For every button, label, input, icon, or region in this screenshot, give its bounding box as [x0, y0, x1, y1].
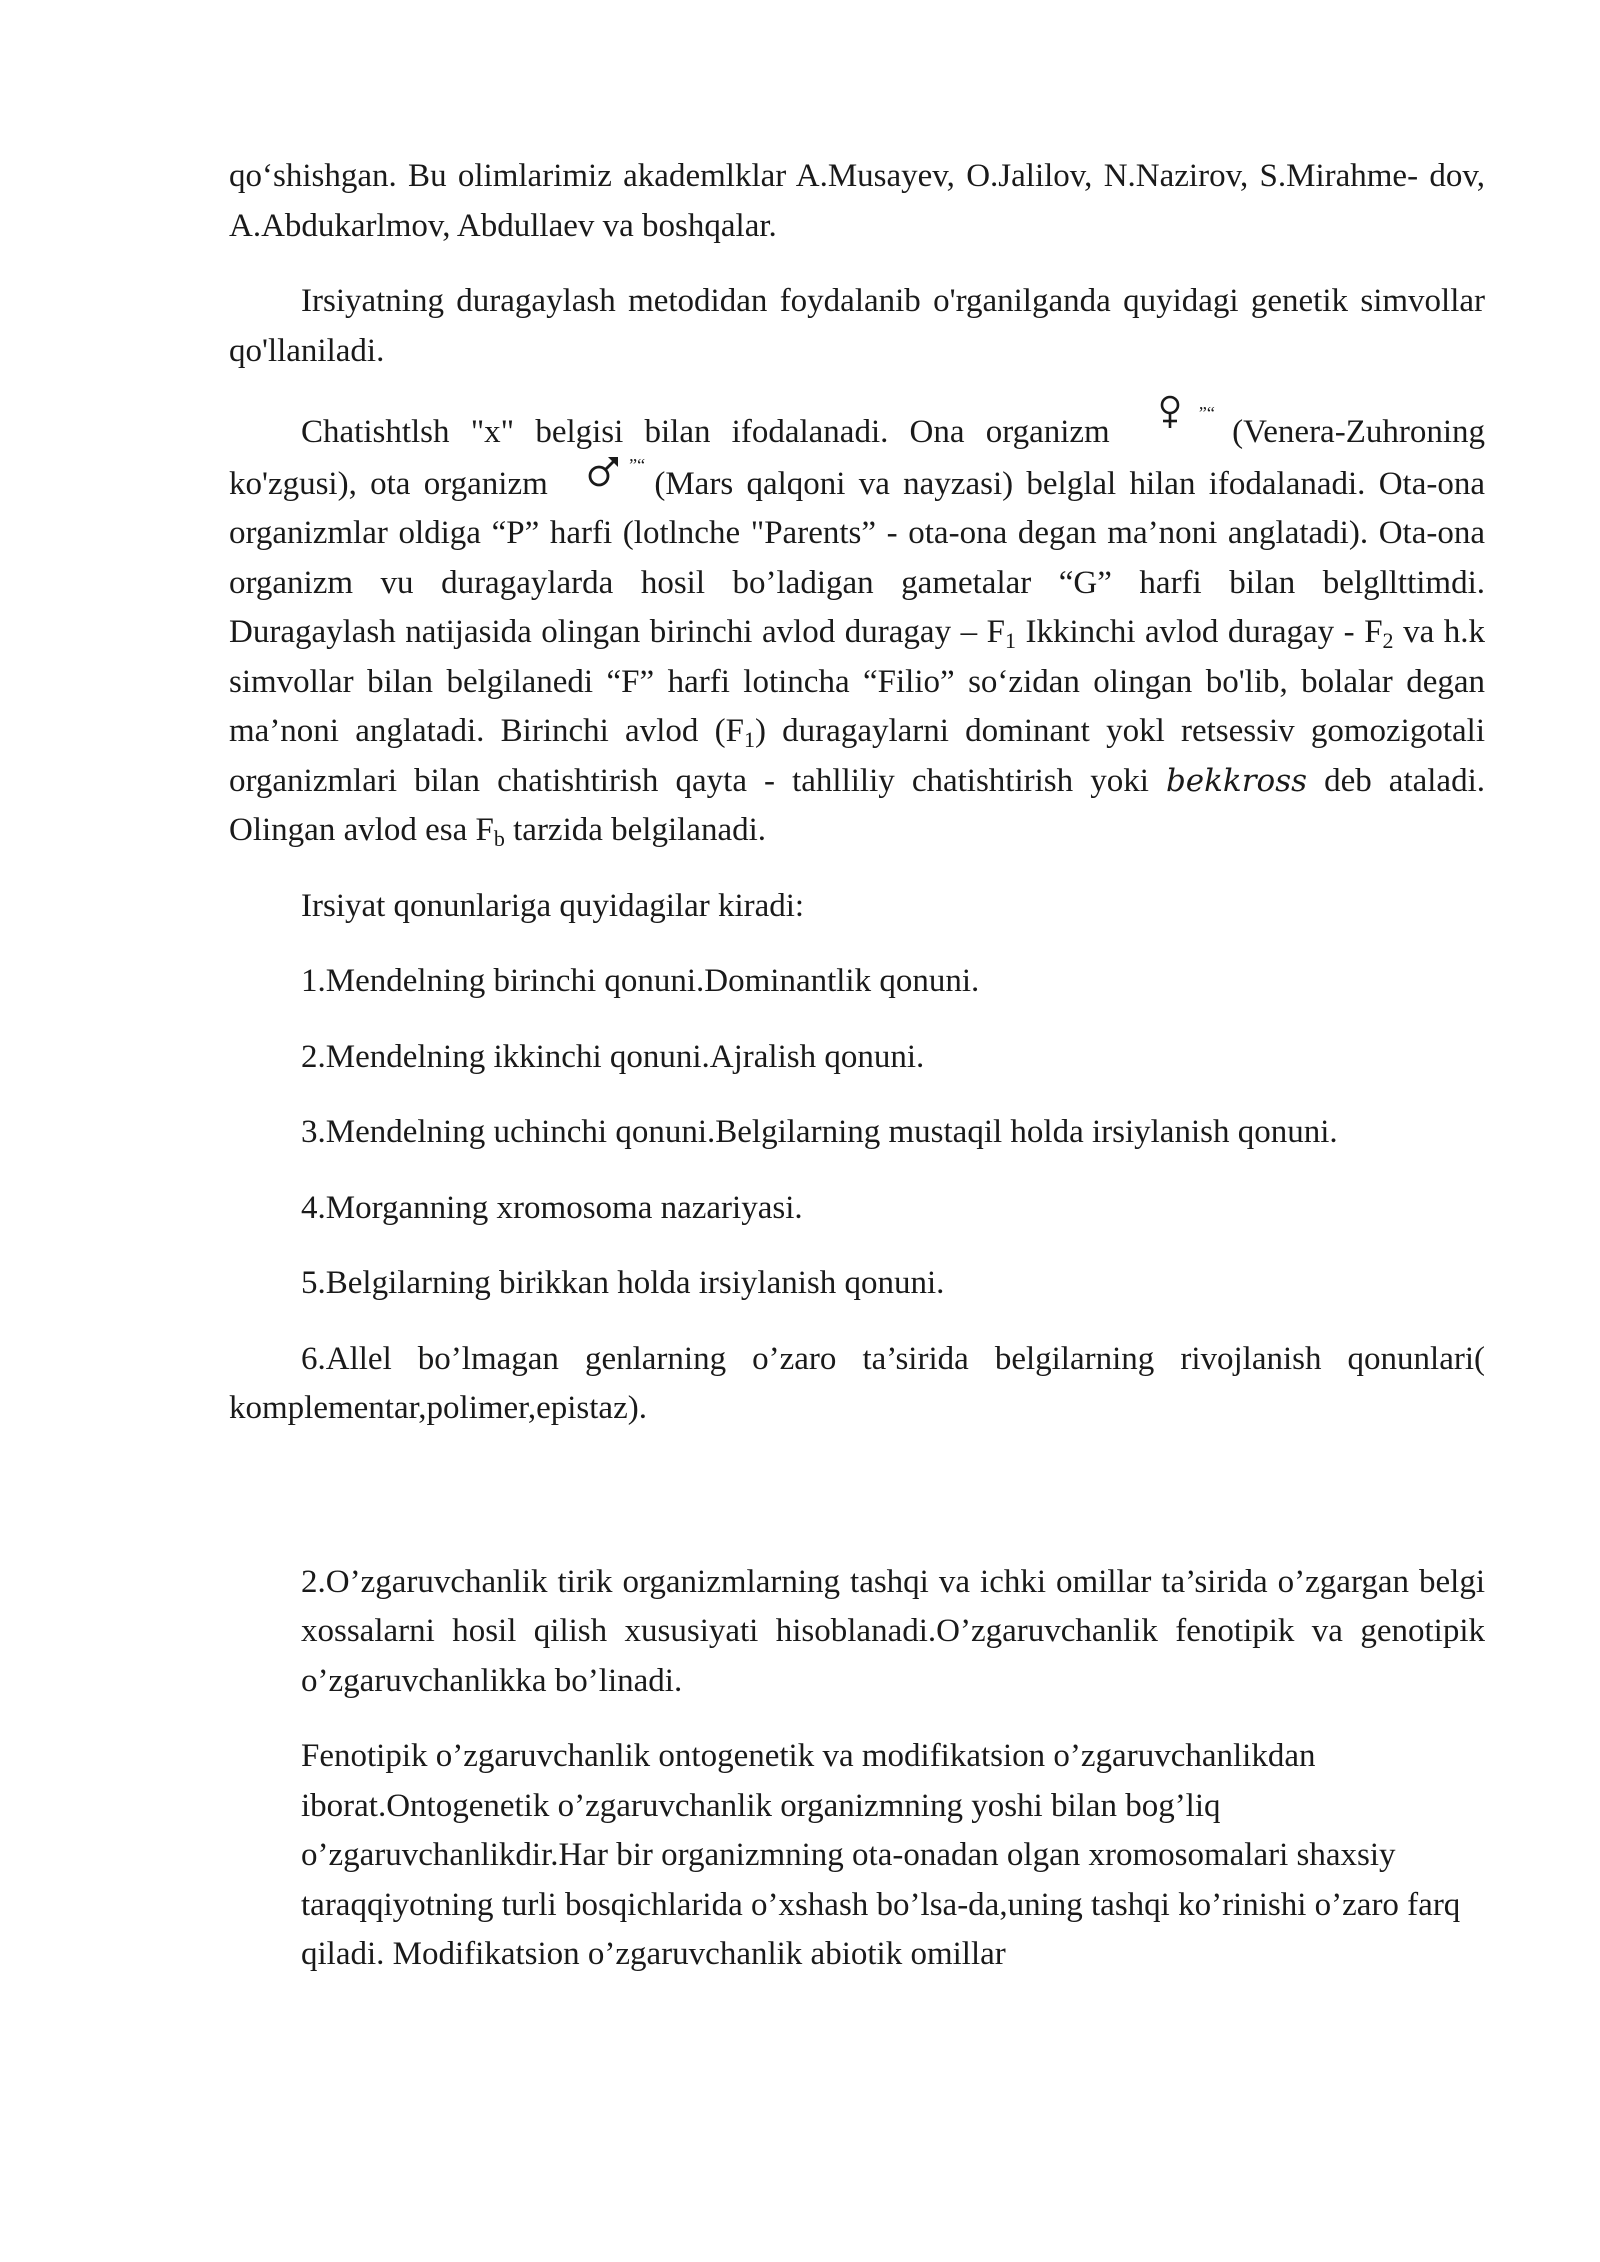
variability-section	[301, 1558, 1485, 1980]
list-item: 1.Mendelning birinchi qonuni.Dominantlik qonuni.	[301, 963, 980, 999]
paragraph-genetic-symbols-intro: Irsiyatning duragaylash metodidan foydalanib o'rganilganda quyidagi genetik simvollar qo'llaniladi.	[229, 283, 1485, 369]
paragraph-scientists: qo‘shishgan. Bu olimlarimiz akademlklar A.Musayev, O.Jalilov, N.Nazirov, S.Mirahme- dov, A.Abdukarlmov, Abdullaev va boshqalar.	[229, 158, 1485, 244]
list-item: 4.Morganning xromosoma nazariyasi.	[301, 1189, 803, 1226]
laws-intro: Irsiyat qonunlariga quyidagilar kiradi:	[301, 887, 805, 924]
document-body	[229, 152, 1485, 1980]
list-item: 5.Belgilarning birikkan holda irsiylanish qonuni.	[301, 1265, 945, 1301]
male-symbol: “ ”	[561, 458, 641, 498]
laws-list	[229, 882, 1485, 1434]
female-symbol: “ ”	[1131, 406, 1211, 446]
paragraph-variability: 2.O’zgaruvchanlik tirik organizmlarning tashqi va ichki omillar ta’sirida o’zgargan belgi xossalarni hosil qilish xususiyati hisoblanadi.O’zgaruvchanlik fenotipik va genotipik o’zgaruvchanlikka bo’linadi.	[301, 1563, 1485, 1699]
paragraph-phenotypic: Fenotipik o’zgaruvchanlik ontogenetik va modifikatsion o’zgaruvchanlikdan iborat.Ontogenetik o’zgaruvchanlik organizmning yoshi bilan bog’liq o’zgaruvchanlikdir.Har bir organizmning ota-onadan olgan xromosomalari shaxsiy taraqqiyotning turli bosqichlarida o’xshash bo’lsa-da,uning tashqi ko’rinishi o’zaro farq qiladi. Modifikatsion o’zgaruvchanlik abiotik omillar	[301, 1738, 1461, 1972]
list-item: 6.Allel bo’lmagan genlarning o’zaro ta’sirida belgilarning rivojlanish qonunlari( komplementar,polimer,epistaz).	[229, 1340, 1485, 1426]
list-item: 2.Mendelning ikkinchi qonuni.Ajralish qonuni.	[301, 1038, 925, 1075]
list-item: 3.Mendelning uchinchi qonuni.Belgilarning mustaqil holda irsiylanish qonuni.	[301, 1114, 1338, 1150]
paragraph-genetic-symbols: Chatishtlsh "x" belgisi bilan ifodalanadi. Ona organizm “ ” (Venera-Zuhroning ko'zgusi), ota organizm “ ” (Mars qalqoni va nayzasi) belglal hilan ifodalanadi. Ota-ona organizmlar oldiga “P” harfi (lotlnche "Parents” - ota-ona degan ma’noni anglatadi). Ota-ona organizm vu duragaylarda hosil bo’ladigan gametalar “G” harfi bilan belgllttimdi. Duragaylash natijasida olingan birinchi avlod duragay – $F_1$ Ikkinchi avlod duragay - $F_2$ va h.k simvollar bilan belgilanedi “F” harfi lotincha “Filio” so‘zidan olingan bo'lib, bolalar degan ma’noni anglatadi. Birinchi avlod $(F_1)$ duragaylarni dominant yokl retsessiv gomozigotali organizmlari bilan chatishtirish qayta - tahlliliy chatishtirish yoki bekkross deb ataladi. Olingan avlod esa $F_b$ tarzida belgilanadi.	[229, 406, 1485, 856]
